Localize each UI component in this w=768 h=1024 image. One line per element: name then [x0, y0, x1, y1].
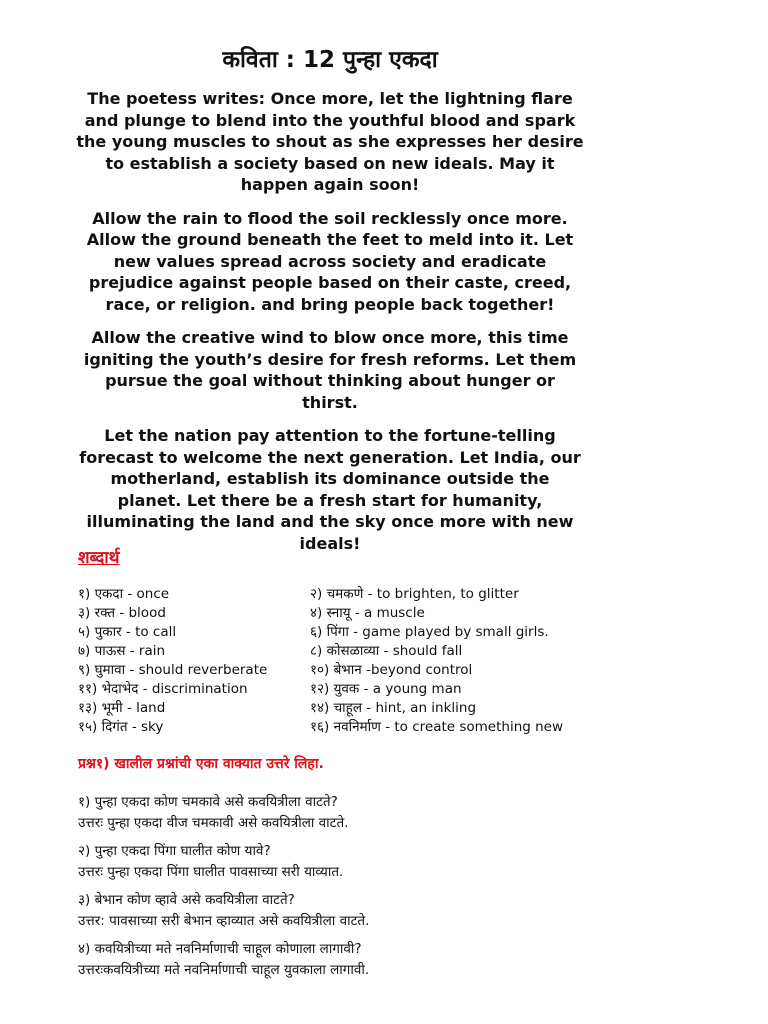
- glossary-row: [78, 699, 718, 718]
- glossary-entry: १०) बेभान -beyond control: [310, 662, 473, 678]
- page-title: कविता : 12 पुन्हा एकदा: [222, 47, 438, 73]
- glossary-entry: ५) पुकार - to call: [78, 624, 177, 640]
- glossary-row: [78, 718, 718, 737]
- glossary-heading: शब्दार्थ: [78, 548, 120, 568]
- glossary-row: [78, 642, 718, 661]
- answer-text: उत्तर: पावसाच्या सरी बेभान व्हाव्यात असे कवयित्रीला वाटते.: [78, 913, 370, 929]
- qa-list: [78, 792, 718, 988]
- intro-paragraph: Allow the rain to flood the soil recklessly once more. Allow the ground beneath the feet to meld into it. Let new values spread across society and eradicate prejudice against people based on their caste, creed, race, or religion. and bring people back together!: [86, 208, 574, 314]
- qa-item: [78, 890, 718, 932]
- glossary-entry: १४) चाहूल - hint, an inkling: [310, 700, 477, 716]
- glossary-entry: ८) कोसळाव्या - should fall: [310, 643, 463, 659]
- answer-text: उत्तरः पुन्हा एकदा पिंगा घालीत पावसाच्या सरी याव्यात.: [78, 864, 344, 880]
- glossary-entry: २) चमकणे - to brighten, to glitter: [310, 586, 519, 602]
- intro-section: [76, 88, 584, 566]
- glossary-entry: ६) पिंगा - game played by small girls.: [310, 624, 549, 640]
- intro-paragraph: Let the nation pay attention to the fortune-telling forecast to welcome the next generation. Let India, our motherland, establish its dominance outside the planet. Let there be a fresh start for humanity, illuminating the land and the sky once more with new ideals!: [79, 426, 581, 553]
- glossary-entry: ११) भेदाभेद - discrimination: [78, 681, 248, 697]
- qa-item: [78, 792, 718, 834]
- qa-item: [78, 841, 718, 883]
- glossary-entry: ३) रक्त - blood: [78, 605, 166, 621]
- glossary-entry: ९) घुमावा - should reverberate: [78, 662, 268, 678]
- questions-heading: प्रश्न१) खालील प्रश्नांची एका वाक्यात उत्तरे लिहा.: [78, 756, 324, 772]
- glossary-entry: १६) नवनिर्माण - to create something new: [310, 719, 564, 735]
- glossary-row: [78, 604, 718, 623]
- question-text: ४) कवयित्रीच्या मते नवनिर्माणाची चाहूल कोणाला लागावी?: [78, 941, 362, 957]
- glossary-entry: १३) भूमी - land: [78, 700, 166, 716]
- question-text: २) पुन्हा एकदा पिंगा घालीत कोण यावे?: [78, 843, 271, 859]
- glossary-entry: ४) स्नायू - a muscle: [310, 605, 425, 621]
- glossary-row: [78, 623, 718, 642]
- glossary-entry: ७) पाऊस - rain: [78, 643, 166, 659]
- glossary-list: [78, 585, 718, 737]
- qa-item: [78, 939, 718, 981]
- intro-paragraph: Allow the creative wind to blow once more, this time igniting the youth’s desire for fresh reforms. Let them pursue the goal without thinking about hunger or thirst.: [83, 328, 577, 412]
- question-text: ३) बेभान कोण व्हावे असे कवयित्रीला वाटते?: [78, 892, 295, 908]
- glossary-entry: १) एकदा - once: [78, 586, 170, 602]
- answer-text: उत्तरःकवयित्रीच्या मते नवनिर्माणाची चाहूल युवकाला लागावी.: [78, 962, 370, 978]
- answer-text: उत्तरः पुन्हा एकदा वीज चमकावी असे कवयित्रीला वाटते.: [78, 815, 349, 831]
- question-text: १) पुन्हा एकदा कोण चमकावे असे कवयित्रीला वाटते?: [78, 794, 338, 810]
- glossary-entry: १५) दिगंत - sky: [78, 719, 164, 735]
- glossary-entry: १२) युवक - a young man: [310, 681, 462, 697]
- glossary-row: [78, 680, 718, 699]
- glossary-row: [78, 585, 718, 604]
- glossary-row: [78, 661, 718, 680]
- intro-paragraph: The poetess writes: Once more, let the lightning flare and plunge to blend into the youthful blood and spark the young muscles to shout as she expresses her desire to establish a society based on new ideals. May it happen again soon!: [76, 89, 584, 194]
